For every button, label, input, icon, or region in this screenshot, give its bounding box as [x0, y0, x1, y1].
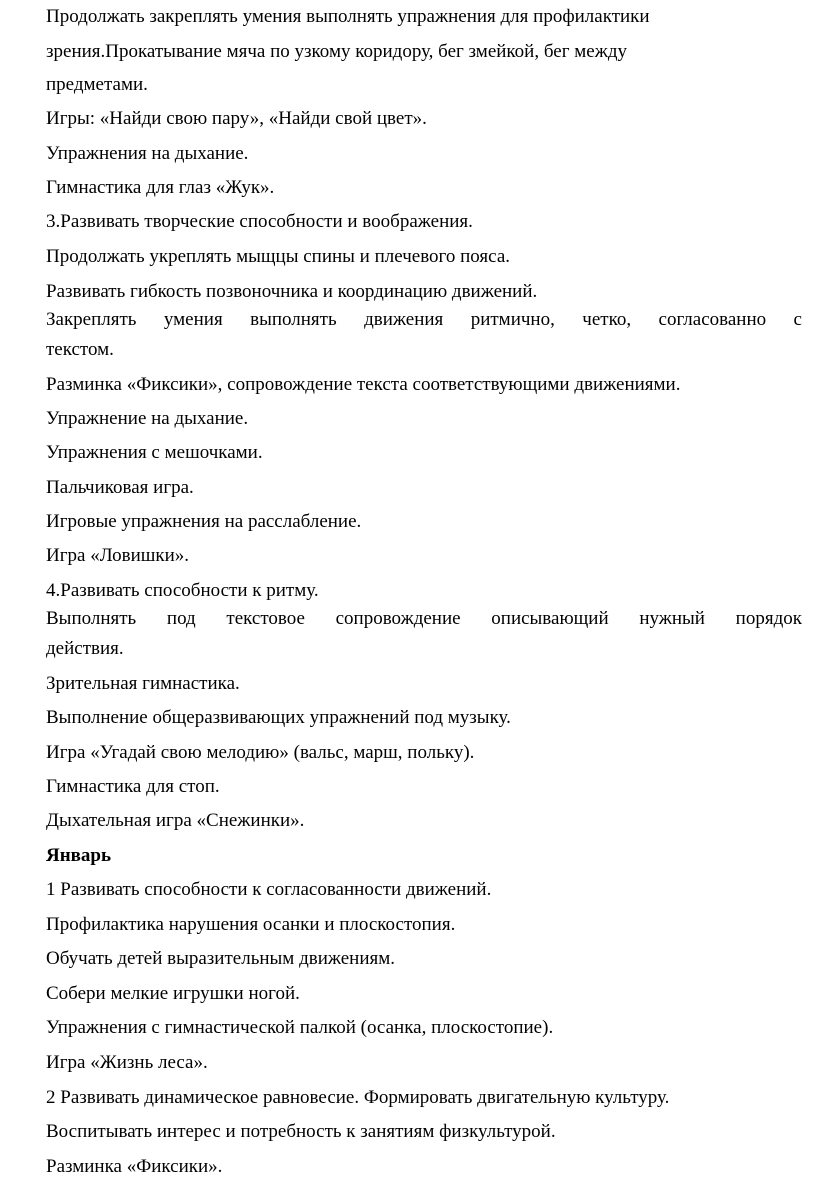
- text-line: Собери мелкие игрушки ногой.: [46, 983, 300, 1004]
- text-line: Закреплять умения выполнять движения ритмично, четко, согласованно с: [46, 309, 802, 330]
- section-heading-3: 3.Развивать творческие способности и воображения.: [46, 211, 473, 232]
- text-line: зрения.Прокатывание мяча по узкому коридору, бег змейкой, бег между: [46, 41, 627, 62]
- text-line: действия.: [46, 638, 124, 659]
- text-line: Упражнения на дыхание.: [46, 143, 249, 164]
- text-line: текстом.: [46, 339, 114, 360]
- text-line: Гимнастика для глаз «Жук».: [46, 177, 275, 198]
- month-heading-january: Январь: [46, 845, 112, 866]
- text-line: Выполнение общеразвивающих упражнений под музыку.: [46, 707, 511, 728]
- text-line: Развивать гибкость позвоночника и координацию движений.: [46, 281, 538, 302]
- text-line: Продолжать закреплять умения выполнять упражнения для профилактики: [46, 6, 650, 27]
- text-line: Игровые упражнения на расслабление.: [46, 511, 362, 532]
- text-line: Зрительная гимнастика.: [46, 673, 240, 694]
- text-line: Дыхательная игра «Снежинки».: [46, 810, 305, 831]
- text-line: Разминка «Фиксики».: [46, 1156, 223, 1177]
- text-line: Профилактика нарушения осанки и плоскостопия.: [46, 914, 456, 935]
- text-line: предметами.: [46, 74, 148, 95]
- text-line: Игра «Жизнь леса».: [46, 1052, 208, 1073]
- section-heading-2: 2 Развивать динамическое равновесие. Формировать двигательную культуру.: [46, 1087, 670, 1108]
- text-line: Воспитывать интерес и потребность к занятиям физкультурой.: [46, 1121, 556, 1142]
- text-line: Продолжать укреплять мыщцы спины и плечевого пояса.: [46, 246, 511, 267]
- section-heading-1: 1 Развивать способности к согласованности движений.: [46, 879, 492, 900]
- text-line: Упражнение на дыхание.: [46, 408, 249, 429]
- text-line: Обучать детей выразительным движениям.: [46, 948, 396, 969]
- text-line: Игры: «Найди свою пару», «Найди свой цвет».: [46, 108, 427, 129]
- text-line: Упражнения с мешочками.: [46, 442, 263, 463]
- text-line: Выполнять под текстовое сопровождение описывающий нужный порядок: [46, 608, 802, 629]
- section-heading-4: 4.Развивать способности к ритму.: [46, 580, 319, 601]
- text-line: Разминка «Фиксики», сопровождение текста соответствующими движениями.: [46, 374, 681, 395]
- text-line: Пальчиковая игра.: [46, 477, 194, 498]
- text-line: Упражнения с гимнастической палкой (осанка, плоскостопие).: [46, 1017, 554, 1038]
- text-line: Игра «Угадай свою мелодию» (вальс, марш, польку).: [46, 742, 475, 763]
- text-line: Игра «Ловишки».: [46, 545, 190, 566]
- text-line: Гимнастика для стоп.: [46, 776, 220, 797]
